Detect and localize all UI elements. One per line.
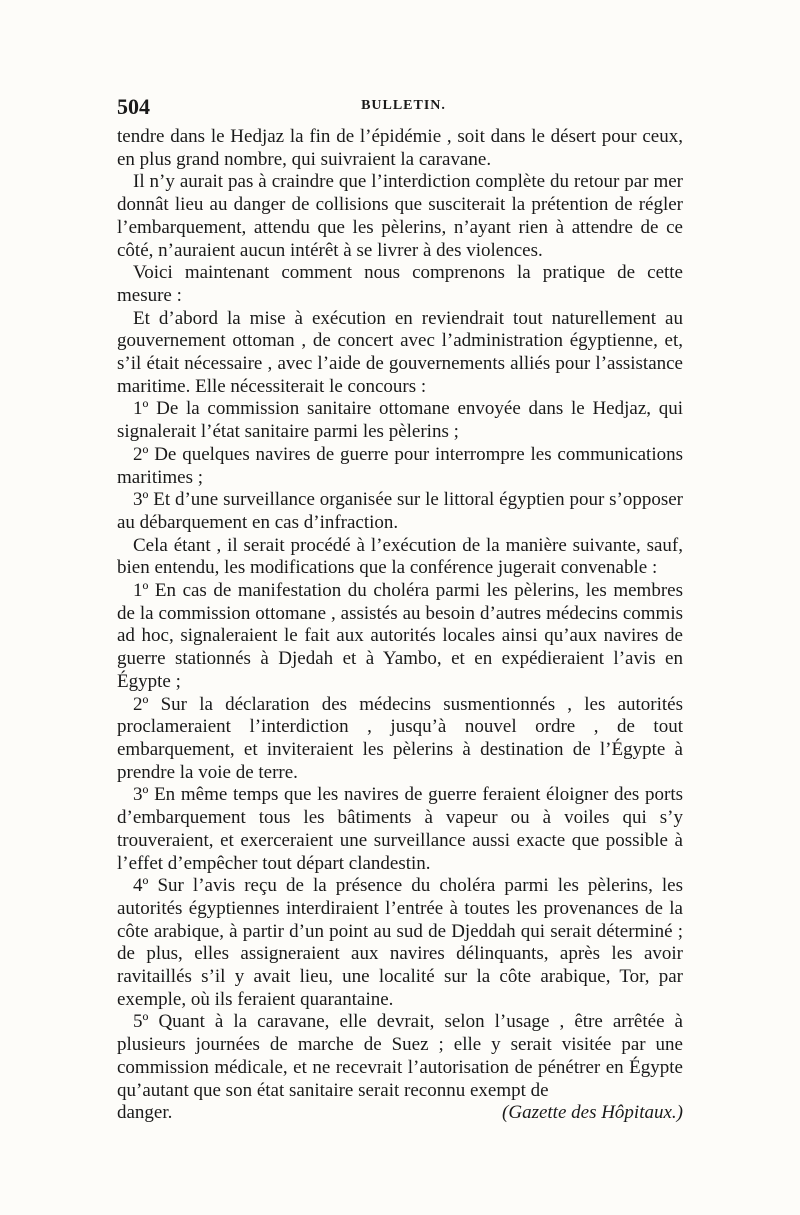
final-line bbox=[117, 1102, 683, 1125]
paragraph: Il n’y aurait pas à craindre que l’interdiction complète du retour par mer donnât lieu au danger de collisions que susciterait la prétention de régler l’embarquement, attendu que les pèlerins, n’ayant rien à attendre de ce côté, n’auraient aucun intérêt à se livrer à des violences. bbox=[117, 171, 683, 261]
body-text bbox=[117, 126, 683, 1125]
page-number: 504 bbox=[117, 94, 150, 119]
paragraph: 2º Sur la déclaration des médecins susmentionnés , les autorités proclameraient l’interdiction , jusqu’à nouvel ordre , de tout embarquement, et inviteraient les pèlerins à destination de l’Égypte à prendre la voie de terre. bbox=[117, 693, 683, 783]
running-head bbox=[117, 94, 690, 124]
header-title: BULLETIN. bbox=[361, 98, 446, 113]
source-citation: (Gazette des Hôpitaux.) bbox=[502, 1102, 683, 1124]
paragraph: Et d’abord la mise à exécution en reviendrait tout naturellement au gouvernement ottoman , de concert avec l’administration égyptienne, et, s’il était nécessaire , avec l’aide de gouvernements alliés pour l’assistance maritime. Elle nécessiterait le concours : bbox=[117, 307, 683, 397]
paragraph: 1º En cas de manifestation du choléra parmi les pèlerins, les membres de la commission ottomane , assistés au besoin d’autres médecins commis ad hoc, signaleraient le fait aux autorités locales ainsi qu’aux navires de guerre stationnés à Djedah et à Yambo, et en expédieraient l’avis en Égypte ; bbox=[117, 580, 683, 692]
paragraph: tendre dans le Hedjaz la fin de l’épidémie , soit dans le désert pour ceux, en plus grand nombre, qui suivraient la caravane. bbox=[117, 126, 683, 170]
paragraph: 1º De la commission sanitaire ottomane envoyée dans le Hedjaz, qui signalerait l’état sanitaire parmi les pèlerins ; bbox=[117, 398, 683, 443]
paragraph: Voici maintenant comment nous comprenons la pratique de cette mesure : bbox=[117, 262, 683, 306]
paragraph: Cela étant , il serait procédé à l’exécution de la manière suivante, sauf, bien entendu, les modifications que la conférence jugerait convenable : bbox=[117, 534, 683, 579]
paragraph: 5º Quant à la caravane, elle devrait, selon l’usage , être arrêtée à plusieurs journées de marche de Suez ; elle y serait visitée par une commission médicale, et ne recevrait l’autorisation de pénétrer en Égypte qu’autant que son état sanitaire serait reconnu exempt de bbox=[117, 1011, 683, 1101]
paragraph: 2º De quelques navires de guerre pour interrompre les communications maritimes ; bbox=[117, 443, 683, 488]
final-word: danger. bbox=[117, 1102, 173, 1124]
paragraph: 3º En même temps que les navires de guerre feraient éloigner des ports d’embarquement tous les bâtiments à vapeur ou à voiles qui s’y trouveraient, et exerceraient une surveillance aussi exacte que possible à l’effet d’empêcher tout départ clandestin. bbox=[117, 784, 683, 874]
paragraph: 4º Sur l’avis reçu de la présence du choléra parmi les pèlerins, les autorités égyptiennes interdiraient l’entrée à toutes les provenances de la côte arabique, à partir d’un point au sud de Djeddah qui serait déterminé ; de plus, elles assigneraient aux navires délinquants, après les avoir ravitaillés s’il y avait lieu, une localité sur la côte arabique, Tor, par exemple, où ils feraient quarantaine. bbox=[117, 875, 683, 1010]
paragraph: 3º Et d’une surveillance organisée sur le littoral égyptien pour s’opposer au débarquement en cas d’infraction. bbox=[117, 489, 683, 533]
